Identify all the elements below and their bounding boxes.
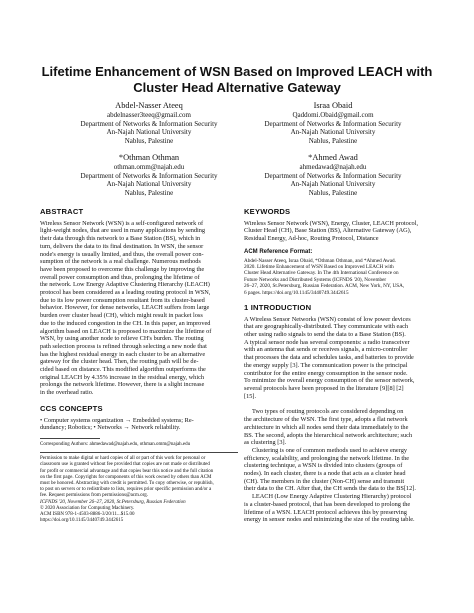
paper-title-line-1: Lifetime Enhancement of WSN Based on Improved LEACH with [41, 64, 433, 79]
abstract-line: sumption of the network is a real challenge. Numerous methods [40, 258, 201, 266]
intro-line: LEACH (Low Energy Adaptive Clustering Hierarchy) protocol [252, 493, 412, 501]
author-university: An-Najah National University [106, 180, 192, 189]
intro-line: efficiency, scalability, and prolonging the network lifetime. In the [244, 454, 410, 462]
intro-line: [15]. [244, 392, 257, 400]
author-department: Department of Networks & Information Security [264, 119, 402, 128]
abstract-line: due to the induced congestion in the CH. In this paper, an improved [40, 319, 211, 327]
intro-paragraph-2 [244, 408, 442, 447]
intro-line: nodes). In each cluster, there is a node that acts as a cluster head [244, 470, 406, 478]
intro-line: several protocols have been proposed in the literature [9][8] [2] [244, 384, 404, 392]
abstract-line: light-weight nodes, that are used in many applications by sending [40, 227, 206, 235]
reference-line: 2020. Lifetime Enhancement of WSN Based on Improved LEACH with [244, 263, 394, 270]
abstract-heading: ABSTRACT [40, 207, 84, 216]
intro-line: A Wireless Sensor Networks (WSN) consist of low power devices [244, 315, 411, 323]
permission-block [40, 456, 238, 524]
intro-line: A typical sensor node has several components: a radio transceiver [244, 338, 410, 346]
intro-line: their data to the CH. After that, the CH sends the data to the BS[12]. [244, 485, 416, 493]
intro-line: that are geographically-distributed. They communicate with each [244, 323, 409, 331]
keywords-heading: KEYWORDS [244, 207, 291, 216]
intro-line: the energy supply [3]. The communication power is the principal [244, 361, 408, 369]
ccs-line: dundancy; Robotics; • Networks → Network reliability. [40, 424, 181, 432]
abstract-line: prolongs the network lifetime. However, there is a slight increase [40, 381, 205, 389]
corresponding-authors-note: Corresponding Authors: ahmedawad@najah.edu, othman.omm@najah.edu [40, 441, 191, 447]
reference-format-heading: ACM Reference Format: [244, 248, 313, 255]
footnote-rule [40, 438, 100, 439]
abstract-line: burden over cluster head (CH), which might result in packet loss [40, 312, 203, 320]
permission-line: classroom use is granted without fee provided that copies are not made or distributed [40, 462, 210, 468]
intro-line: with an antenna that sends or receives signals, a micro-controller [244, 346, 408, 354]
author-name: *Ahmed Awad [308, 153, 358, 162]
intro-line: Two types of routing protocols are considered depending on [252, 408, 404, 416]
intro-line: contributor for the entire energy consumption in the sensor node. [244, 369, 408, 377]
permission-line: on the first page. Copyrights for components of this work owned by others than ACM [40, 474, 212, 480]
abstract-line: have been proposed to overcome this challenge by improving the [40, 265, 205, 273]
abstract-line: in the overhead ratio. [40, 389, 94, 397]
intro-line: other using radio signals to send the data to a Base Station (BS). [244, 331, 406, 339]
abstract-line: due to its low power consumption resultant from its cluster-based [40, 296, 205, 304]
author-location: Nablus, Palestine [124, 136, 174, 145]
abstract-line: node's energy is usually limited, and thus, the overall power con- [40, 250, 204, 258]
author-location: Nablus, Palestine [124, 188, 174, 197]
intro-line: that processes the data and schedules tasks, and batteries to provide [244, 354, 414, 362]
author-email: ahmedawad@najah.edu [299, 163, 367, 171]
ccs-line: • Computer systems organization → Embedded systems; Re- [40, 416, 194, 424]
doi-link[interactable]: https://doi.org/10.1145/3440749.3442615 [40, 518, 124, 524]
author-block [253, 101, 413, 145]
reference-line: 6 pages. https://doi.org/10.1145/3440749.3442615 [244, 289, 349, 296]
intro-line: energy in sensor nodes and minimizing the size of the routing table. [244, 516, 415, 524]
left-column [40, 208, 238, 524]
intro-paragraph-1 [244, 316, 442, 401]
intro-paragraph-3 [244, 447, 442, 493]
keywords-line: Residual Energy, Ad-hoc, Routing Protocol, Distance [244, 235, 379, 243]
intro-line: (CH). The members in the cluster (Non-CH) sense and transmit [244, 477, 405, 485]
author-location: Nablus, Palestine [308, 136, 358, 145]
abstract-line: algorithm based on LEACH is proposed to maximize the lifetime of [40, 327, 212, 335]
author-email: Qaddomi.Obaid@gmail.com [292, 111, 374, 119]
intro-line: architecture in which all nodes send their data immediately to the [244, 423, 409, 431]
author-email: abdelnasser3teeq@gmail.com [107, 111, 191, 119]
ccs-heading: CCS CONCEPTS [40, 403, 103, 413]
author-name: Abdel-Nasser Ateeq [115, 101, 183, 110]
author-email: othman.omm@najah.edu [113, 163, 185, 171]
reference-line: 26–27, 2020, St.Petersburg, Russian Federation. ACM, New York, NY, USA, [244, 283, 405, 290]
author-block [253, 153, 413, 197]
abstract-body [40, 220, 238, 397]
abstract-line: has the highest residual energy in each cluster to be an alternative [40, 350, 206, 358]
abstract-line: overall power consumption and thus, prolonging the lifetime of [40, 273, 200, 281]
abstract-line: path selection process is refined through selecting a new node that [40, 342, 207, 350]
author-university: An-Najah National University [106, 128, 192, 137]
abstract-line: the network. Low Energy Adaptive Clustering Hierarchy (LEACH) [40, 281, 210, 289]
keywords-line: Wireless Sensor Network (WSN), Energy, Cluster, LEACH protocol, [244, 219, 419, 227]
paragraph-gap [244, 400, 442, 408]
author-block [69, 153, 229, 197]
permission-line: ICFNDS '20, November 26–27, 2020, St.Petersburg, Russian Federation [40, 499, 186, 505]
keywords-line: Cluster Head (CH), Base Station (BS), Alternative Gateway (AG), [244, 227, 412, 235]
reference-format-body [244, 258, 442, 296]
abstract-line: cided based on distance. This modified algorithm outperforms the [40, 366, 206, 374]
paper-title [30, 64, 444, 96]
abstract-line: behavior. However, for dense networks, LEACH suffers from large [40, 304, 210, 312]
reference-line: Abdel-Nasser Ateeq, Israa Obaid, *Othman Othman, and *Ahmed Awad. [244, 257, 396, 264]
abstract-line: protocol has been considered as a leading routing protocol in WSN, [40, 289, 211, 297]
author-department: Department of Networks & Information Security [80, 119, 218, 128]
abstract-line: their data through this network to a Base Station (BS), which in [40, 235, 201, 243]
permission-line: fee. Request permissions from permissions@acm.org. [40, 493, 148, 499]
permission-line: must be honored. Abstracting with credit is permitted. To copy otherwise, or republish, [40, 481, 214, 486]
author-name: *Othman Othman [118, 153, 180, 162]
intro-paragraph-4 [244, 493, 442, 524]
intro-line: Clustering is one of common methods used to achieve energy [252, 446, 407, 454]
abstract-line: WSN, by using another node to relieve CH's burden. The routing [40, 335, 204, 343]
author-university: An-Najah National University [290, 128, 376, 137]
right-column [244, 208, 442, 524]
intro-line: clustering technique, a WSN is divided into clusters (groups of [244, 462, 403, 470]
permission-rule [40, 452, 238, 453]
abstract-line: turn, delivers the data to its final destination. In WSN, the sensor [40, 242, 204, 250]
author-university: An-Najah National University [290, 180, 376, 189]
reference-line: Future Networks and Distributed Systems (ICFNDS '20), November [244, 276, 387, 283]
paper-title-line-2: Cluster Head Alternative Gateway [133, 80, 341, 95]
intro-line: the architecture of the WSN. The first type, adopts a flat network [244, 416, 408, 424]
intro-line: as clustering [3]. [244, 439, 287, 447]
author-location: Nablus, Palestine [308, 188, 358, 197]
abstract-line: Wireless Sensor Network (WSN) is a self-configured network of [40, 219, 204, 227]
permission-line: ACM ISBN 978-1-4503-8886-3/20/11...$15.00 [40, 512, 135, 518]
permission-line: to post on servers or to redistribute to lists, requires prior specific permission and/or a [40, 487, 212, 493]
introduction-heading: 1 INTRODUCTION [244, 302, 312, 312]
author-department: Department of Networks & Information Security [80, 171, 218, 180]
permission-line: Permission to make digital or hard copies of all or part of this work for personal or [40, 456, 206, 462]
author-name: Israa Obaid [313, 101, 353, 110]
author-department: Department of Networks & Information Security [264, 171, 402, 180]
intro-line: is a cluster-based protocol, that has been developed to prolong the [244, 500, 411, 508]
abstract-line: gateway for the cluster head. Then, the routing path will be de- [40, 358, 199, 366]
abstract-line: original LEACH by 4.35% increase in the residual energy, which [40, 373, 205, 381]
intro-line: To minimize the overall energy consumption of the sensor network, [244, 377, 415, 385]
intro-line: BS. The second, adopts the hierarchical network architecture; such [244, 431, 413, 439]
permission-line: © 2020 Association for Computing Machinery. [40, 505, 135, 511]
reference-line: Cluster Head Alternative Gateway. In The 4th International Conference on [244, 270, 399, 277]
permission-line: for profit or commercial advantage and that copies bear this notice and the full citation [40, 468, 214, 474]
author-block [69, 101, 229, 145]
intro-line: lifetime of a WSN. LEACH protocol achieves this by preserving [244, 508, 407, 516]
